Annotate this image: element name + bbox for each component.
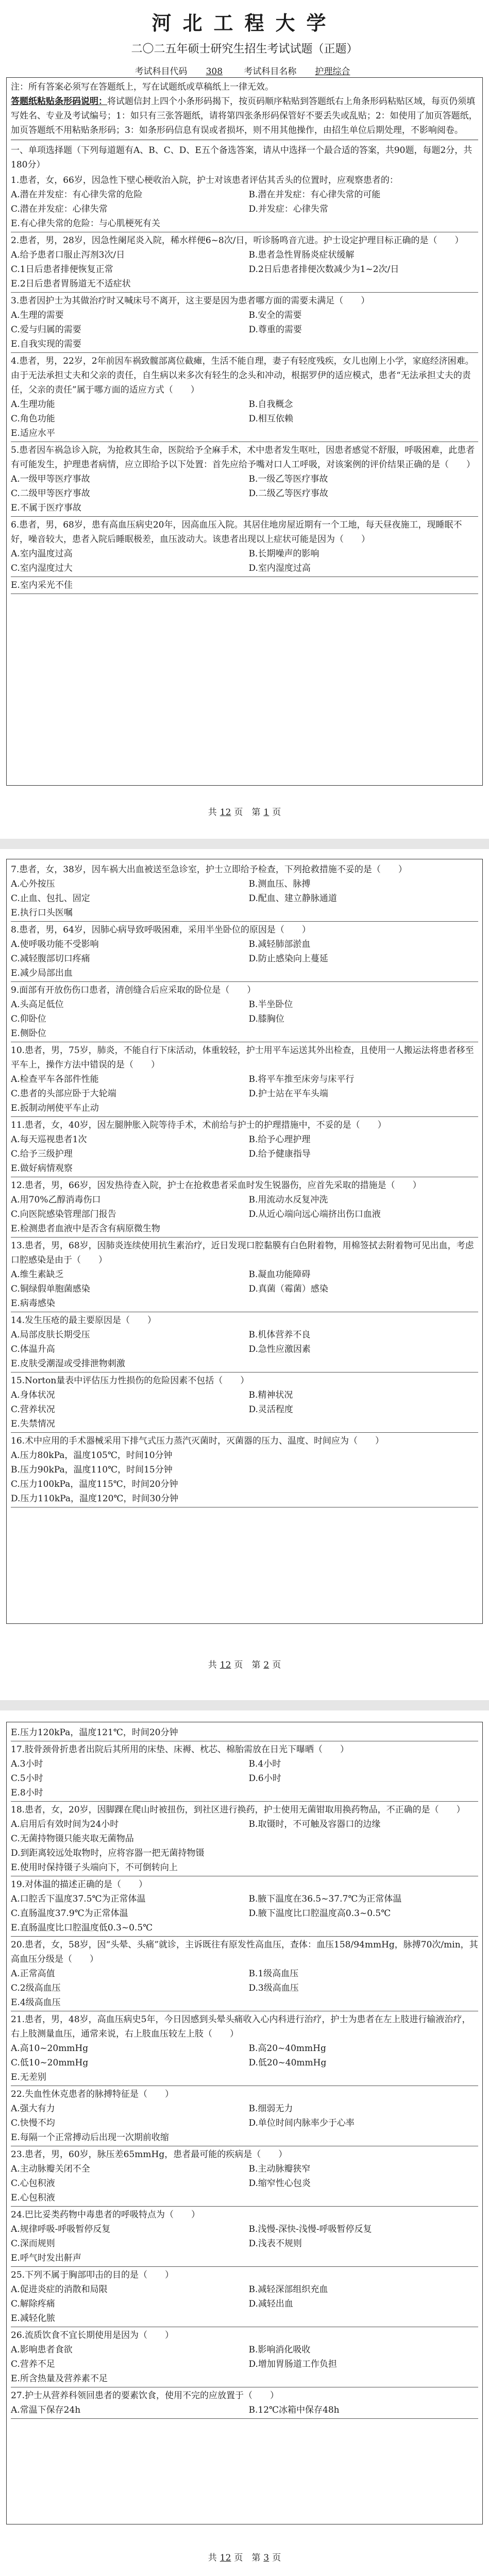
answer-option: A.一级甲等医疗事故: [11, 474, 90, 484]
answer-option: D.膝胸位: [248, 1014, 284, 1024]
answer-option: A.正常高值: [11, 1969, 55, 1979]
answer-option: A.规律呼吸-呼吸暂停反复: [11, 2224, 111, 2234]
question: [11, 1724, 478, 1741]
page-3-questions: [11, 1724, 478, 2419]
answer-option: C.减轻腹部切口疼痛: [11, 954, 90, 964]
question: [11, 1433, 478, 1507]
footer-suffix: 页: [272, 2553, 281, 2563]
answer-option: A.头高足低位: [11, 999, 64, 1010]
answer-option: C.低10~20mmHg: [11, 2058, 89, 2068]
answer-option: E.无差别: [11, 2072, 46, 2082]
question-options: [11, 188, 478, 231]
answer-option: E.直肠温度比口腔温度低0.3~0.5℃: [11, 1923, 153, 1933]
answer-option: E.自我实现的需要: [11, 339, 81, 349]
answer-option: B.影响消化吸收: [248, 2345, 311, 2355]
answer-option: A.潜在并发症：有心律失常的危险: [11, 190, 143, 200]
answer-option: E.有心律失常的危险：与心肌梗死有关: [11, 218, 160, 229]
answer-option: D.低20~40mmHg: [248, 2058, 327, 2068]
answer-option: A.生理的需要: [11, 310, 64, 320]
answer-option: A.生理功能: [11, 399, 55, 410]
answer-option: C.解除疼痛: [11, 2299, 55, 2309]
footer-page: 1: [263, 807, 269, 818]
answer-option: B.自我概念: [248, 399, 293, 410]
answer-option: B.潜在并发症：有心律失常的可能: [248, 190, 381, 200]
answer-option: E.侧卧位: [11, 1028, 46, 1039]
question: [11, 1117, 478, 1177]
question-options: [11, 1967, 478, 2010]
question: [11, 1937, 478, 2011]
answer-note: 注：所有答案必须写在答题纸上，写在试题纸或草稿纸上一律无效。: [11, 82, 274, 92]
answer-option: B.用流动水反复冲洗: [248, 1195, 328, 1205]
question: [11, 172, 478, 232]
question-stem: 6.患者，男，68岁，患有高血压病史20年，因高血压入院。其居住地房屋近期有一个工地，每天昼夜施工，现睡眠不好，噪音较大，患者入院后睡眠极差，血压波动大。该患者出现以上症状可能是因为（ ）: [11, 520, 462, 545]
question-options: [11, 2041, 478, 2084]
answer-option: B.取镊时，不可触及容器口的边缘: [248, 1819, 381, 1829]
question-options: [11, 308, 478, 351]
answer-option: D.护士站在平车头端: [248, 1089, 328, 1099]
footer-page: 3: [263, 2553, 269, 2563]
answer-option: B.精神状况: [248, 1390, 293, 1400]
barcode-notice-text: 将试题信封上四个小条形码揭下，按页码顺序粘贴到答题纸右上角条形码粘贴区域，每页仍须填写姓名、专业及考试编号；1：如只有三张答题纸，请将第四张条形码保管好不要丢失或乱贴；2：如使用了加页答题纸，加页答题纸不用粘贴条形码；3：如条形码信息有误或者损坏，则不用其他操作，由招生单位后期处理，不影响阅卷。: [11, 96, 478, 135]
question: [11, 1312, 478, 1372]
question-stem: 25.下列不属于胸部叩击的目的是（ ）: [11, 2270, 174, 2280]
footer-page: 2: [263, 1660, 269, 1670]
answer-option: C.二级甲等医疗事故: [11, 488, 90, 499]
question: [11, 1177, 478, 1238]
question: [11, 2207, 478, 2267]
answer-option: A.影响患者食欲: [11, 2345, 73, 2355]
page-2-frame: [6, 859, 483, 1624]
footer-total: 12: [220, 807, 231, 818]
answer-option: B.机体营养不良: [248, 1330, 311, 1340]
answer-option: D.腋下温度比口腔温度高0.3~0.5℃: [248, 1908, 391, 1919]
question-stem: 21.患者，男，48岁，高血压病史5年，今日因感到头晕头痛收入心内科进行治疗，护士为患者在左上肢进行输液治疗，右上肢测量血压，通常来说，右上肢血压较左上肢（ ）: [11, 2014, 471, 2039]
question: [11, 982, 478, 1042]
answer-option: C.2级高血压: [11, 1983, 61, 1993]
answer-option: A.3小时: [11, 1759, 43, 1769]
question-stem: 16.术中应用的手术器械采用下排气式压力蒸汽灭菌时，灭菌器的压力、温度、时间应为（ ）: [11, 1436, 384, 1446]
question-stem: 12.患者，男，66岁，因发热待查入院，护士在抢救患者采血时发生锐器伤，应首先采取的措施是（ ）: [11, 1180, 421, 1191]
answer-option: E.检测患者血液中是否含有病原微生物: [11, 1224, 160, 1234]
question: [11, 1802, 478, 1876]
page-2-questions: [11, 861, 478, 1507]
answer-option: A.高10~20mmHg: [11, 2043, 89, 2054]
answer-option: C.向医院感染管理部门报告: [11, 1209, 116, 1219]
question-options: [11, 2343, 478, 2386]
footer-total: 12: [220, 2553, 231, 2563]
question-options: [11, 1072, 478, 1115]
question-stem: 11.患者，女，40岁，因左腿肿胀入院等待手术，术前给与护士的护理措施中，不妥的是（ ）: [11, 1120, 386, 1130]
page-1-questions: [11, 172, 478, 577]
answer-option: D.配血、建立静脉通道: [248, 893, 337, 904]
question: [11, 2327, 478, 2387]
question-stem: 15.Norton量表中评估压力性损伤的危险因素不包括（ ）: [11, 1376, 249, 1386]
answer-option: A.身体状况: [11, 1390, 55, 1400]
answer-option: D.真菌（霉菌）感染: [248, 1284, 328, 1294]
answer-option: E.适应水平: [11, 428, 55, 438]
answer-option: E.呼气时发出鼾声: [11, 2253, 81, 2263]
answer-option: C.仰卧位: [11, 1014, 46, 1024]
answer-option: E.2日后患者胃肠道无不适症状: [11, 279, 131, 289]
question-options: [11, 877, 478, 920]
question-options: [11, 1892, 478, 1935]
question-options: [11, 937, 478, 980]
question-options: [11, 1328, 478, 1371]
question-stem: 5.患者因车祸急诊入院，为抢救其生命，医院给予全麻手术，术中患者发生呕吐，因患者感觉不舒服，呼吸困难，此患者有可能发生，护理患者病情，应立即给予以下处置：首先应给予嘴对口人工呼吸，对该案例的评价结果正确的是（ ）: [11, 445, 475, 470]
question-stem: 18.患者，女，20岁，因脚踝在爬山时被扭伤，到社区进行换药，护士使用无菌钳取用换药物品，不正确的是（ ）: [11, 1805, 465, 1815]
answer-option: B.4小时: [248, 1759, 281, 1769]
answer-option: B.患者急性胃肠炎症状缓解: [248, 250, 355, 260]
answer-option: C.潜在并发症：心律失常: [11, 204, 108, 214]
answer-option: A.心外按压: [11, 879, 55, 889]
answer-option: A.室内温度过高: [11, 549, 73, 559]
answer-option: D.6小时: [248, 1773, 281, 1784]
answer-option: C.无菌持物镊只能夹取无菌物品: [11, 1834, 134, 1844]
answer-option: E.4级高血压: [11, 1997, 61, 2008]
answer-option: B.减轻肺部淤血: [248, 939, 311, 950]
question-stem: 14.发生压疮的最主要原因是（ ）: [11, 1315, 157, 1326]
question: [11, 1372, 478, 1433]
question-stem: 1.患者，女，66岁，因急性下壁心梗收治入院，护士对该患者评估其舌头的位置时，应观察患者的：: [11, 175, 398, 185]
answer-option: E.不属于医疗事故: [11, 503, 81, 513]
question: [11, 1238, 478, 1312]
answer-option: B.高20~40mmHg: [248, 2043, 326, 2054]
answer-option: B.腋下温度在36.5~37.7℃为正常体温: [248, 1894, 402, 1904]
answer-option: E.扳制动闸使平车止动: [11, 1103, 99, 1113]
answer-option: D.二级乙等医疗事故: [248, 488, 328, 499]
answer-option: D.2日后患者排便次数减少为1~2次/日: [248, 264, 399, 275]
answer-option: D.防止感染向上蔓延: [248, 954, 328, 964]
question-stem: 9.面部有开放伤伤口患者，清创缝合后应采取的卧位是（ ）: [11, 985, 256, 995]
question: [11, 442, 478, 517]
question-tail: E.室内采光不佳: [11, 577, 478, 594]
answer-option: C.心包积液: [11, 2178, 55, 2189]
question: [11, 861, 478, 922]
answer-option: E.心包积液: [11, 2193, 55, 2203]
answer-option: C.室内湿度过大: [11, 563, 73, 573]
page-divider: [0, 1700, 489, 1710]
answer-option: A.使呼吸功能不受影响: [11, 939, 99, 950]
answer-option: B.减轻深部组织充血: [248, 2284, 328, 2295]
answer-option: C.角色功能: [11, 414, 55, 424]
answer-option: A.维生素缺乏: [11, 1269, 64, 1280]
question: [11, 2146, 478, 2207]
answer-option: E.压力120kPa，温度121℃，时间20分钟: [11, 1727, 178, 1738]
answer-option: C.快慢不均: [11, 2118, 55, 2128]
page-1-frame: [6, 77, 483, 786]
question-options: [11, 547, 478, 575]
question-stem: 24.巴比妥类药物中毒患者的呼吸特点为（ ）: [11, 2210, 200, 2220]
exam-code-line: [0, 64, 489, 77]
question-options: [11, 1725, 478, 1740]
name-label: 考试科目名称: [244, 66, 297, 77]
question-options: [11, 2102, 478, 2145]
question-options: [11, 2162, 478, 2205]
answer-option: C.直肠温度37.9℃为正常体温: [11, 1908, 128, 1919]
question: [11, 1876, 478, 1937]
answer-option: A.口腔舌下温度37.5℃为正常体温: [11, 1894, 146, 1904]
question-options: [11, 2403, 478, 2417]
footer-suffix: 页: [272, 1660, 281, 1670]
question: [11, 517, 478, 577]
answer-option: C.深而规则: [11, 2239, 55, 2249]
answer-option: D.3级高血压: [248, 1983, 299, 1993]
answer-option: D.室内湿度过高: [248, 563, 311, 573]
answer-option: C.营养不足: [11, 2359, 55, 2369]
question: [11, 2387, 478, 2419]
question-options: [11, 997, 478, 1041]
question: [11, 353, 478, 442]
question-stem: 13.患者，男，68岁，因肺炎连续使用抗生素治疗，近日发现口腔黏膜有白色附着物，用棉签拭去附着物可见出血，考虑口腔感染是由于（ ）: [11, 1241, 474, 1265]
question-options: [11, 1817, 478, 1875]
answer-option: B.12℃冰箱中保存48h: [248, 2405, 340, 2415]
footer-mid: 页 第: [234, 807, 261, 818]
page-1: [0, 0, 489, 835]
answer-option: A.常温下保存24h: [11, 2405, 81, 2415]
answer-option: D.减轻出血: [248, 2299, 293, 2309]
answer-option: E.病毒感染: [11, 1298, 55, 1309]
answer-option: B.一级乙等医疗事故: [248, 474, 328, 484]
answer-option: A.强大有力: [11, 2104, 55, 2114]
answer-option: D.从近心端向远心端挤出伤口血液: [248, 1209, 381, 1219]
answer-option: B.给予心理护理: [248, 1134, 311, 1145]
footer-mid: 页 第: [234, 2553, 261, 2563]
page-3-frame: [6, 1722, 483, 2524]
answer-option: D.灵活程度: [248, 1404, 293, 1415]
question-stem: 19.对体温的描述正确的是（ ）: [11, 1879, 148, 1890]
answer-option: E.失禁情况: [11, 1419, 55, 1429]
answer-option: A.每天巡视患者1次: [11, 1134, 87, 1145]
answer-option: C.5小时: [11, 1773, 43, 1784]
answer-option: C.给予三级护理: [11, 1149, 73, 1159]
answer-option: A.主动脉瓣关闭不全: [11, 2164, 90, 2174]
question-options: [11, 472, 478, 515]
question-stem: 23.患者，男，60岁，脉压差65mmHg，患者最可能的疾病是（ ）: [11, 2149, 288, 2160]
answer-option: B.半坐卧位: [248, 999, 293, 1010]
answer-option: B.测血压、脉搏: [248, 879, 311, 889]
answer-option: C.止血、包扎、固定: [11, 893, 90, 904]
answer-option: B.凝血功能障碍: [248, 1269, 311, 1280]
question-options: [11, 1193, 478, 1236]
question-stem: 4.患者，男，22岁，2年前因车祸致髋部离位截瘫，生活不能自理，妻子有轻度残疾，女儿也刚上小学，家庭经济困难。由于无法承担丈夫和父亲的责任，自生病以来多次有轻生的念头和冲动，根据罗伊的适应模式，患者“无法承担丈夫的责任，父亲的责任”属于哪方面的适应方式（ ）: [11, 356, 474, 395]
question: [11, 1042, 478, 1117]
question-options: [11, 1757, 478, 1800]
footer-prefix: 共: [208, 807, 217, 818]
answer-option: D.到距离较远处取物时，应将容器一把无菌持物镊: [11, 1848, 205, 1858]
question: [11, 232, 478, 293]
question-options: [11, 397, 478, 440]
answer-option: D.并发症：心律失常: [248, 204, 328, 214]
answer-option: B.主动脉瓣狭窄: [248, 2164, 311, 2174]
answer-option: B.1级高血压: [248, 1969, 299, 1979]
question-options: [11, 248, 478, 291]
question-stem: 27.护士从营养科领回患者的要素饮食，使用不完的应放置于（ ）: [11, 2391, 279, 2401]
question: [11, 922, 478, 982]
page-divider: [0, 839, 489, 849]
page-footer: [0, 1657, 489, 1670]
barcode-notice: [11, 94, 478, 140]
question-stem: 22.失血性休克患者的脉搏特征是（ ）: [11, 2089, 174, 2099]
answer-option: E.所含热量及营养素不足: [11, 2374, 108, 2384]
answer-option: B.压力90kPa，温度110℃，时间15分钟: [11, 1465, 173, 1475]
answer-option: B.长期噪声的影响: [248, 549, 319, 559]
answer-option: D.压力110kPa，温度120℃，时间30分钟: [11, 1494, 179, 1504]
answer-option: D.尊重的需要: [248, 325, 302, 335]
answer-option: E.8小时: [11, 1788, 43, 1798]
page-3: [0, 1716, 489, 2576]
question-stem: 17.肢骨颈骨折患者出院后其所用的床垫、床褥、枕芯、棉胎需放在日光下曝晒（ ）: [11, 1744, 349, 1755]
answer-option: D.单位时间内脉率少于心率: [248, 2118, 355, 2128]
code-value: 308: [206, 66, 223, 77]
page-2: [0, 853, 489, 1687]
barcode-notice-lead: 答题纸粘贴条形码说明：: [11, 96, 107, 107]
page-footer: [0, 805, 489, 818]
answer-option: E.减轻化脓: [11, 2313, 55, 2324]
exam-subtitle: 二〇二五年硕士研究生招生考试试题（正题）: [131, 43, 358, 56]
answer-option: A.促进炎症的消散和局限: [11, 2284, 108, 2295]
answer-option: C.患者的头部应卧于大轮端: [11, 1089, 116, 1099]
question-options: [11, 1388, 478, 1431]
footer-mid: 页 第: [234, 1660, 261, 1670]
answer-option: A.检查平车各部件性能: [11, 1074, 99, 1084]
answer-option: C.压力100kPa，温度115℃，时间20分钟: [11, 1479, 178, 1489]
answer-option: B.安全的需要: [248, 310, 302, 320]
question-options: [11, 2282, 478, 2326]
question-stem: 7.患者，女，38岁，因车祸大出血被送至急诊室，护士立即给予检查，下列抢救措施不妥的是（ ）: [11, 865, 407, 875]
code-label: 考试科目代码: [134, 66, 188, 77]
answer-option: A.压力80kPa，温度105℃，时间10分钟: [11, 1450, 173, 1461]
footer-suffix: 页: [272, 807, 281, 818]
answer-option: E.皮肤受潮湿或受排泄物刺激: [11, 1359, 125, 1369]
answer-option: D.急性应激因素: [248, 1344, 311, 1354]
question-options: [11, 1448, 478, 1506]
question: [11, 2086, 478, 2146]
question-options: [11, 2222, 478, 2265]
question: [11, 1741, 478, 1802]
answer-option: C.1日后患者排便恢复正常: [11, 264, 113, 275]
answer-option: E.每隔一个正常搏动后出现一次期前收缩: [11, 2132, 169, 2143]
answer-option: A.给予患者口服止泻剂3次/日: [11, 250, 125, 260]
question: [11, 2011, 478, 2086]
question-stem: 20.患者，女，58岁，因“头晕、头痛”就诊，主诉既往有原发性高血压，查体：血压158/94mmHg，脉搏70次/min，其高血压分级是（ ）: [11, 1940, 478, 1964]
question: [11, 293, 478, 353]
page-footer: [0, 2550, 489, 2563]
footer-prefix: 共: [208, 1660, 217, 1670]
answer-option: A.启用后有效时间为24小时: [11, 1819, 119, 1829]
answer-option: D.缩窄性心包炎: [248, 2178, 311, 2189]
footer-total: 12: [220, 1660, 231, 1670]
question-stem: 8.患者，男，64岁，因肺心病导致呼吸困难，采用半坐卧位的原因是（ ）: [11, 925, 311, 935]
school-title: 河北工程大学: [151, 11, 338, 35]
answer-option: D.给予健康指导: [248, 1149, 311, 1159]
answer-option: A.用70%乙醇消毒伤口: [11, 1195, 101, 1205]
answer-option: E.做好病情观察: [11, 1163, 73, 1174]
answer-option: C.铜绿假单胞菌感染: [11, 1284, 90, 1294]
answer-option: A.局部皮肤长期受压: [11, 1330, 90, 1340]
answer-option: D.增加胃肠道工作负担: [248, 2359, 337, 2369]
question-stem: 2.患者，男，28岁，因急性阑尾炎入院，稀水样便6~8次/日，听诊肠鸣音亢进。护士设定护理目标正确的是（ ）: [11, 235, 464, 246]
name-value: 护理综合: [315, 66, 350, 77]
answer-option: B.细弱无力: [248, 2104, 293, 2114]
answer-option: C.营养状况: [11, 1404, 55, 1415]
answer-option: C.爱与归属的需要: [11, 325, 81, 335]
question-stem: 3.患者因护士为其做治疗时又喊床号不离开，这主要是因为患者哪方面的需要未满足（ ）: [11, 296, 370, 306]
section-heading: 一、单项选择题（下列每道题有A、B、C、D、E五个备选答案，请从中选择一个最合适的答案，共90题，每题2分，共180分）: [11, 145, 473, 170]
answer-option: E.使用时保持镊子头端向下，不可倒转向上: [11, 1862, 178, 1873]
answer-option: D.相互依赖: [248, 414, 293, 424]
answer-option: C.体温升高: [11, 1344, 55, 1354]
footer-prefix: 共: [208, 2553, 217, 2563]
question-options: [11, 1132, 478, 1176]
answer-option: B.浅慢-深快-浅慢-呼吸暂停反复: [248, 2224, 372, 2234]
answer-option: E.执行口头医嘱: [11, 908, 73, 918]
question: [11, 2267, 478, 2327]
question-stem: 10.患者，男，75岁，肺炎，不能自行下床活动，体重较轻，护士用平车运送其外出检查，且使用一人搬运法将患者移至平车上，操作方法中错误的是（ ）: [11, 1045, 474, 1070]
answer-option: E.减少局部出血: [11, 968, 73, 978]
question-stem: 26.流质饮食不宜长期使用是因为（ ）: [11, 2330, 174, 2341]
question-options: [11, 1267, 478, 1311]
answer-option: D.浅表不规则: [248, 2239, 302, 2249]
answer-option: B.将平车推至床旁与床平行: [248, 1074, 355, 1084]
